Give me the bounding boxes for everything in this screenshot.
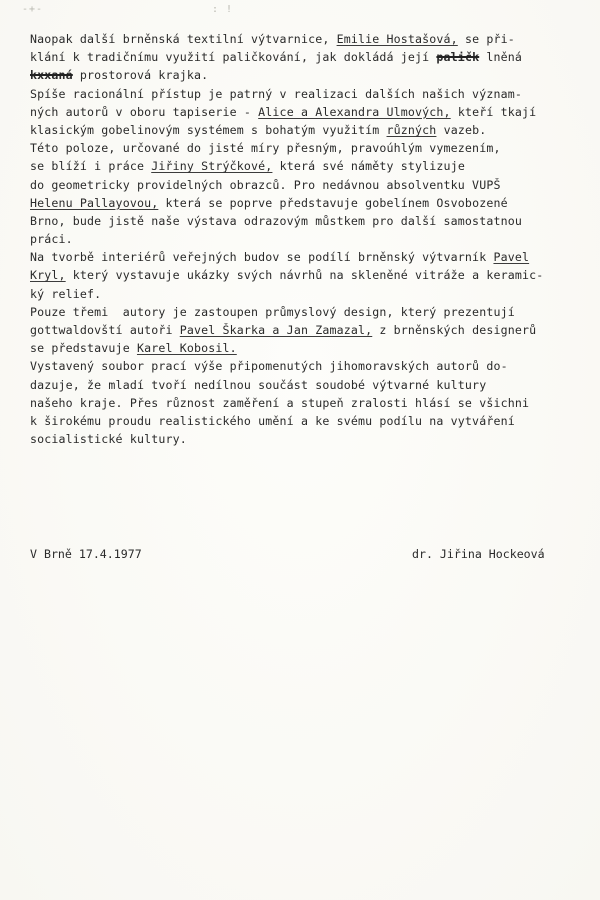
text-line: [30, 412, 585, 430]
text-segment: Pouze třemi autory je zastoupen průmyslový design, který prezentují: [30, 304, 515, 319]
underlined-name: Helenu Pallayovou,: [30, 195, 159, 210]
text-segment: kteří tkají: [450, 104, 537, 119]
underlined-name: Alice a Alexandra Ulmových,: [258, 104, 451, 119]
document-body: [30, 30, 585, 448]
text-segment: která své náměty stylizuje: [272, 159, 465, 174]
author-signature: dr. Jiřina Hockeová: [412, 547, 545, 561]
text-line: [30, 176, 585, 194]
text-line: [30, 121, 585, 139]
text-line: [30, 394, 585, 412]
underlined-name: Jiřiny Strýčkové,: [151, 159, 273, 174]
text-segment: Vystavený soubor prací výše připomenutých jihomoravských autorů do-: [30, 359, 508, 374]
text-line: [30, 230, 585, 248]
underlined-name: Pavel Škarka a Jan Zamazal,: [179, 323, 373, 337]
text-line: [30, 48, 585, 66]
underlined-name: Emilie Hostašová,: [336, 32, 458, 46]
text-segment: k širokému proudu realistického umění a ke svému podílu na vytváření: [30, 413, 515, 428]
text-segment: Této poloze, určované do jisté míry přesným, pravoúhlým vymezením,: [30, 141, 501, 156]
text-segment: našeho kraje. Přes různost zaměření a stupeň zralosti hlásí se všichni: [30, 395, 530, 410]
text-segment: Brno, bude jistě naše výstava odrazovým můstkem pro další samostatnou: [30, 213, 522, 228]
text-line: [30, 194, 585, 212]
text-segment: Spíše racionální přístup je patrný v realizaci dalších našich význam-: [30, 86, 522, 101]
text-segment: z brněnských designerů: [372, 323, 537, 337]
text-line: [30, 103, 585, 121]
text-segment: Na tvorbě interiérů veřejných budov se podílí brněnský výtvarník: [30, 250, 494, 265]
struck-out-text: paličk: [436, 50, 480, 65]
struck-out-text: kxxaná: [30, 68, 73, 83]
text-segment: socialistické kultury.: [30, 432, 187, 447]
text-line: [30, 376, 585, 394]
text-line: [30, 212, 585, 230]
text-line: [30, 339, 585, 357]
text-segment: se představuje: [30, 341, 137, 356]
text-line: [30, 66, 585, 84]
corner-mark-left: -+-: [22, 4, 44, 15]
text-segment: do geometricky providelných obrazců. Pro nedávnou absolventku VUPŠ: [30, 177, 501, 192]
text-line: [30, 157, 585, 175]
text-segment: dazuje, že mladí tvoří nedílnou součást soudobé výtvarné kultury: [30, 377, 487, 392]
text-segment: který vystavuje ukázky svých návrhů na skleněné vitráže a keramic-: [65, 268, 544, 283]
text-segment: gottwaldovští autoři: [30, 323, 180, 337]
text-line: [30, 248, 585, 266]
text-line: [30, 303, 585, 321]
underlined-name: Pavel: [493, 250, 530, 265]
text-line: [30, 430, 585, 448]
text-line: [30, 139, 585, 157]
text-segment: se blíží i práce: [30, 159, 152, 174]
text-segment: Naopak další brněnská textilní výtvarnice,: [30, 32, 337, 46]
underlined-name: Kryl,: [30, 268, 66, 283]
text-line: [30, 285, 585, 303]
text-segment: vazeb.: [436, 122, 487, 137]
text-segment: lněná: [479, 50, 522, 65]
underlined-name: různých: [386, 122, 437, 137]
text-line: [30, 85, 585, 103]
text-line: [30, 357, 585, 375]
text-line: [30, 321, 585, 339]
text-segment: se při-: [457, 32, 515, 46]
place-and-date: V Brně 17.4.1977: [30, 547, 142, 561]
text-segment: ných autorů v oboru tapiserie -: [30, 104, 259, 119]
corner-mark-right: : !: [212, 4, 234, 15]
text-segment: prostorová krajka.: [72, 68, 209, 83]
text-line: [30, 266, 585, 284]
text-segment: ký relief.: [30, 286, 102, 301]
text-segment: klasickým gobelinovým systémem s bohatým využitím: [30, 122, 387, 137]
underlined-name: Karel Kobosil.: [136, 341, 237, 356]
text-segment: klání k tradičnímu využití paličkování, jak dokládá její: [30, 50, 437, 65]
text-segment: která se poprve představuje gobelínem Osvobozené: [158, 195, 508, 210]
text-line: [30, 30, 585, 48]
text-segment: práci.: [30, 232, 73, 247]
